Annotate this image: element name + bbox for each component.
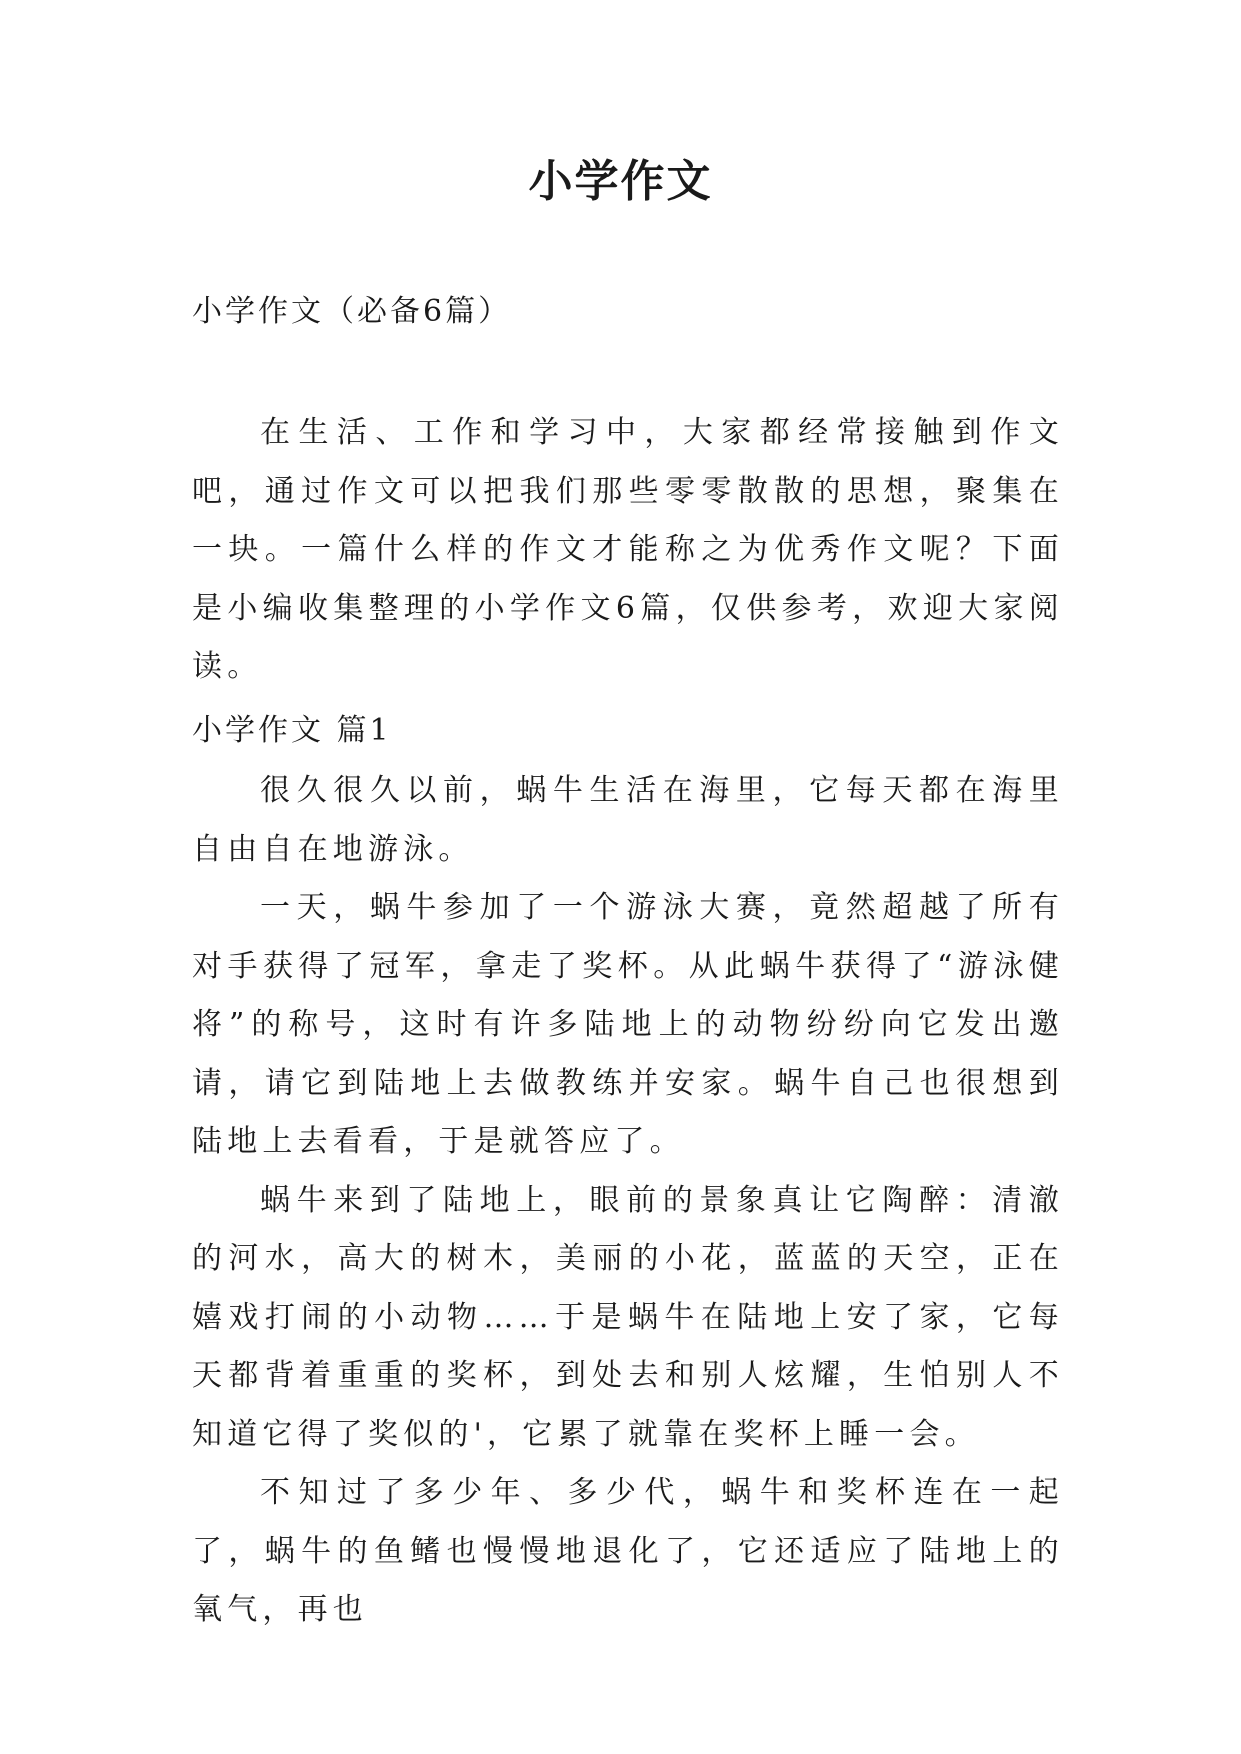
intro-block bbox=[192, 404, 1064, 697]
document-subtitle: 小学作文（必备6篇） bbox=[192, 294, 512, 329]
paragraph-4: 不知过了多少年、多少代，蜗牛和奖杯连在一起了，蜗牛的鱼鳍也慢慢地退化了，它还适应了陆地上的氧气，再也 bbox=[192, 1475, 1064, 1627]
document-title: 小学作文 bbox=[528, 156, 713, 207]
paragraph-3: 蜗牛来到了陆地上，眼前的景象真让它陶醉：清澈的河水，高大的树木，美丽的小花，蓝蓝的天空，正在嬉戏打闹的小动物……于是蜗牛在陆地上安了家，它每天都背着重重的奖杯，到处去和别人炫耀，生怕别人不知道它得了奖似的'，它累了就靠在奖杯上睡一会。 bbox=[192, 1182, 1064, 1452]
essay-section-1 bbox=[192, 702, 1064, 1640]
paragraph-2: 一天，蜗牛参加了一个游泳大赛，竟然超越了所有对手获得了冠军，拿走了奖杯。从此蜗牛获得了“游泳健将”的称号，这时有许多陆地上的动物纷纷向它发出邀请，请它到陆地上去做教练并安家。蜗牛自己也很想到陆地上去看看，于是就答应了。 bbox=[192, 890, 1064, 1159]
paragraph-1: 很久很久以前，蜗牛生活在海里，它每天都在海里自由自在地游泳。 bbox=[192, 773, 1064, 867]
intro-paragraph: 在生活、工作和学习中，大家都经常接触到作文吧，通过作文可以把我们那些零零散散的思想，聚集在一块。一篇什么样的作文才能称之为优秀作文呢？下面是小编收集整理的小学作文6篇，仅供参考，欢迎大家阅读。 bbox=[192, 415, 1064, 684]
section-heading: 小学作文 篇1 bbox=[192, 713, 392, 748]
